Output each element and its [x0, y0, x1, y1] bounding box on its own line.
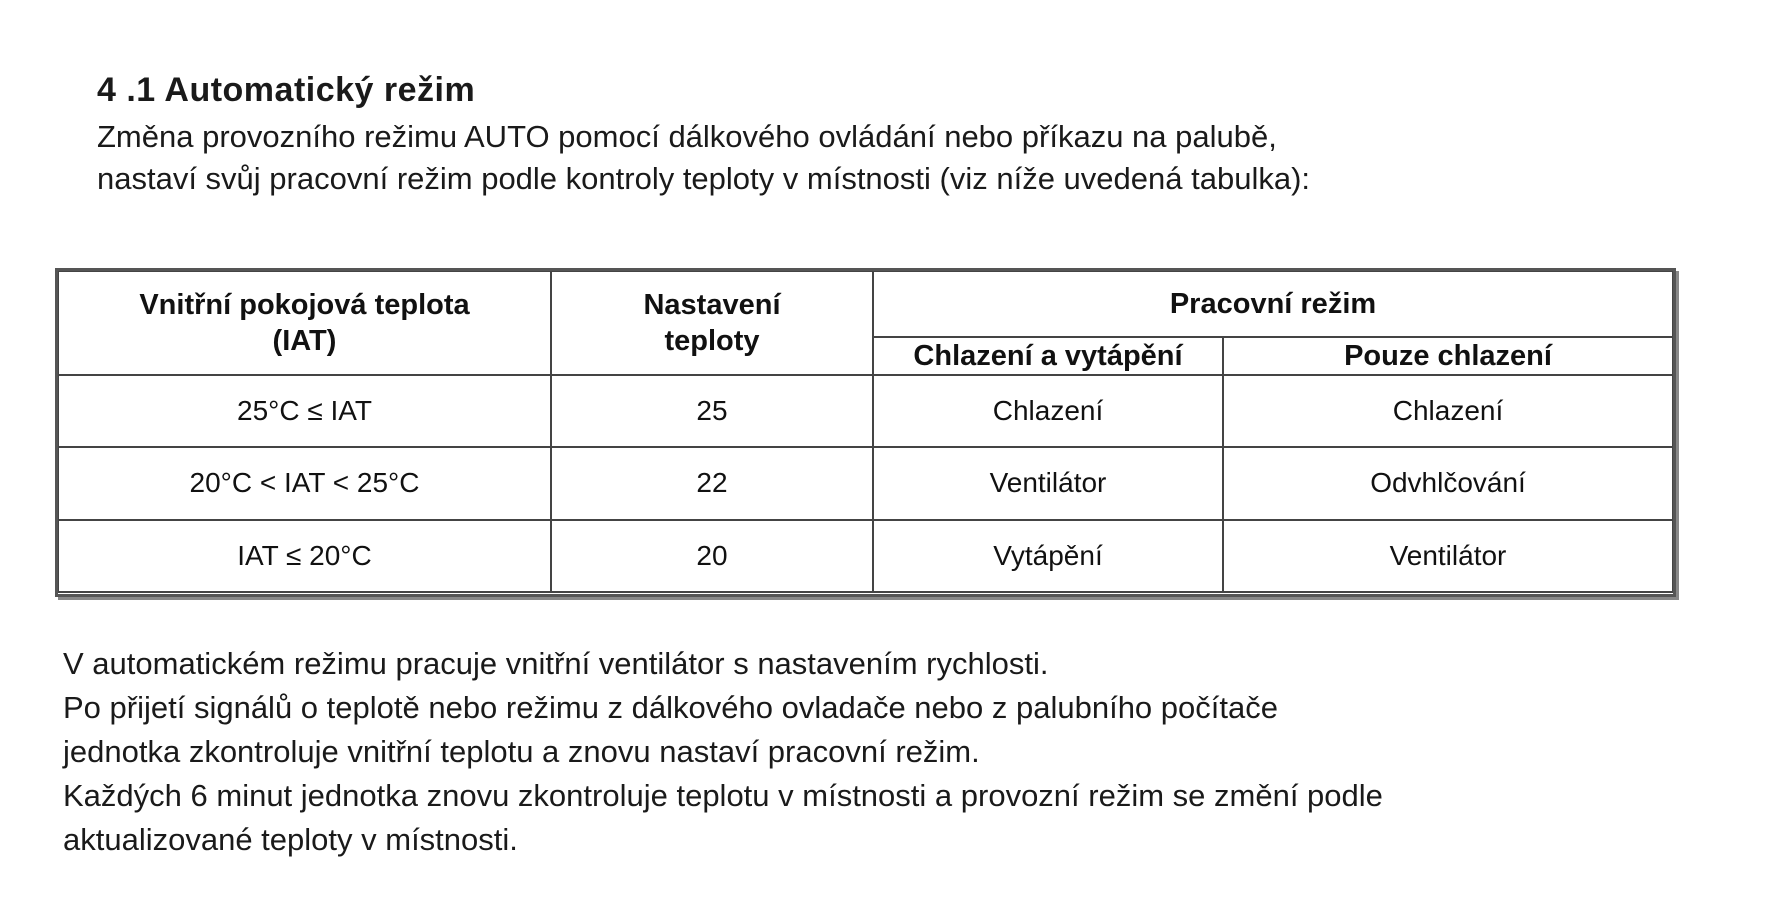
- table-row: [58, 375, 1673, 447]
- cell-iat: IAT ≤ 20°C: [58, 520, 551, 592]
- header-setting: [551, 271, 873, 375]
- outro-line: aktualizované teploty v místnosti.: [63, 822, 518, 857]
- outro-line: Po přijetí signálů o teplotě nebo režimu z dálkového ovladače nebo z palubního počítače: [63, 690, 1278, 725]
- table-row: [58, 520, 1673, 592]
- outro-line: jednotka zkontroluje vnitřní teplotu a znovu nastaví pracovní režim.: [63, 734, 980, 769]
- outro-line: V automatickém režimu pracuje vnitřní ventilátor s nastavením rychlosti.: [63, 646, 1049, 681]
- cell-cool-heat: Vytápění: [873, 520, 1223, 592]
- section-heading: 4 .1 Automatický režim: [97, 71, 476, 109]
- header-iat-line2: (IAT): [272, 325, 337, 357]
- header-setting-line2: teploty: [664, 325, 760, 357]
- cell-cool-only: Chlazení: [1223, 375, 1673, 447]
- cell-cool-heat: Chlazení: [873, 375, 1223, 447]
- cell-cool-only: Ventilátor: [1223, 520, 1673, 592]
- header-iat: [58, 271, 551, 375]
- cell-setting: 22: [551, 447, 873, 519]
- cell-iat: 25°C ≤ IAT: [58, 375, 551, 447]
- header-cool-only: Pouze chlazení: [1223, 337, 1673, 375]
- outro-line: Každých 6 minut jednotka znovu zkontroluje teplotu v místnosti a provozní režim se změní podle: [63, 778, 1383, 813]
- auto-mode-table: [57, 270, 1674, 593]
- header-iat-line1: Vnitřní pokojová teplota: [139, 289, 470, 321]
- cell-cool-only: Odvhlčování: [1223, 447, 1673, 519]
- header-mode-group: Pracovní režim: [873, 271, 1673, 337]
- outro-paragraph: [63, 642, 1383, 862]
- cell-setting: 20: [551, 520, 873, 592]
- cell-cool-heat: Ventilátor: [873, 447, 1223, 519]
- header-cool-heat: Chlazení a vytápění: [873, 337, 1223, 375]
- intro-paragraph: [97, 116, 1310, 200]
- table-header-row: [58, 271, 1673, 337]
- header-setting-line1: Nastavení: [643, 289, 781, 321]
- cell-iat: 20°C < IAT < 25°C: [58, 447, 551, 519]
- cell-setting: 25: [551, 375, 873, 447]
- intro-line: nastaví svůj pracovní režim podle kontroly teploty v místnosti (viz níže uvedená tabulka):: [97, 161, 1311, 196]
- intro-line: Změna provozního režimu AUTO pomocí dálkového ovládání nebo příkazu na palubě,: [97, 119, 1277, 154]
- table-row: [58, 447, 1673, 519]
